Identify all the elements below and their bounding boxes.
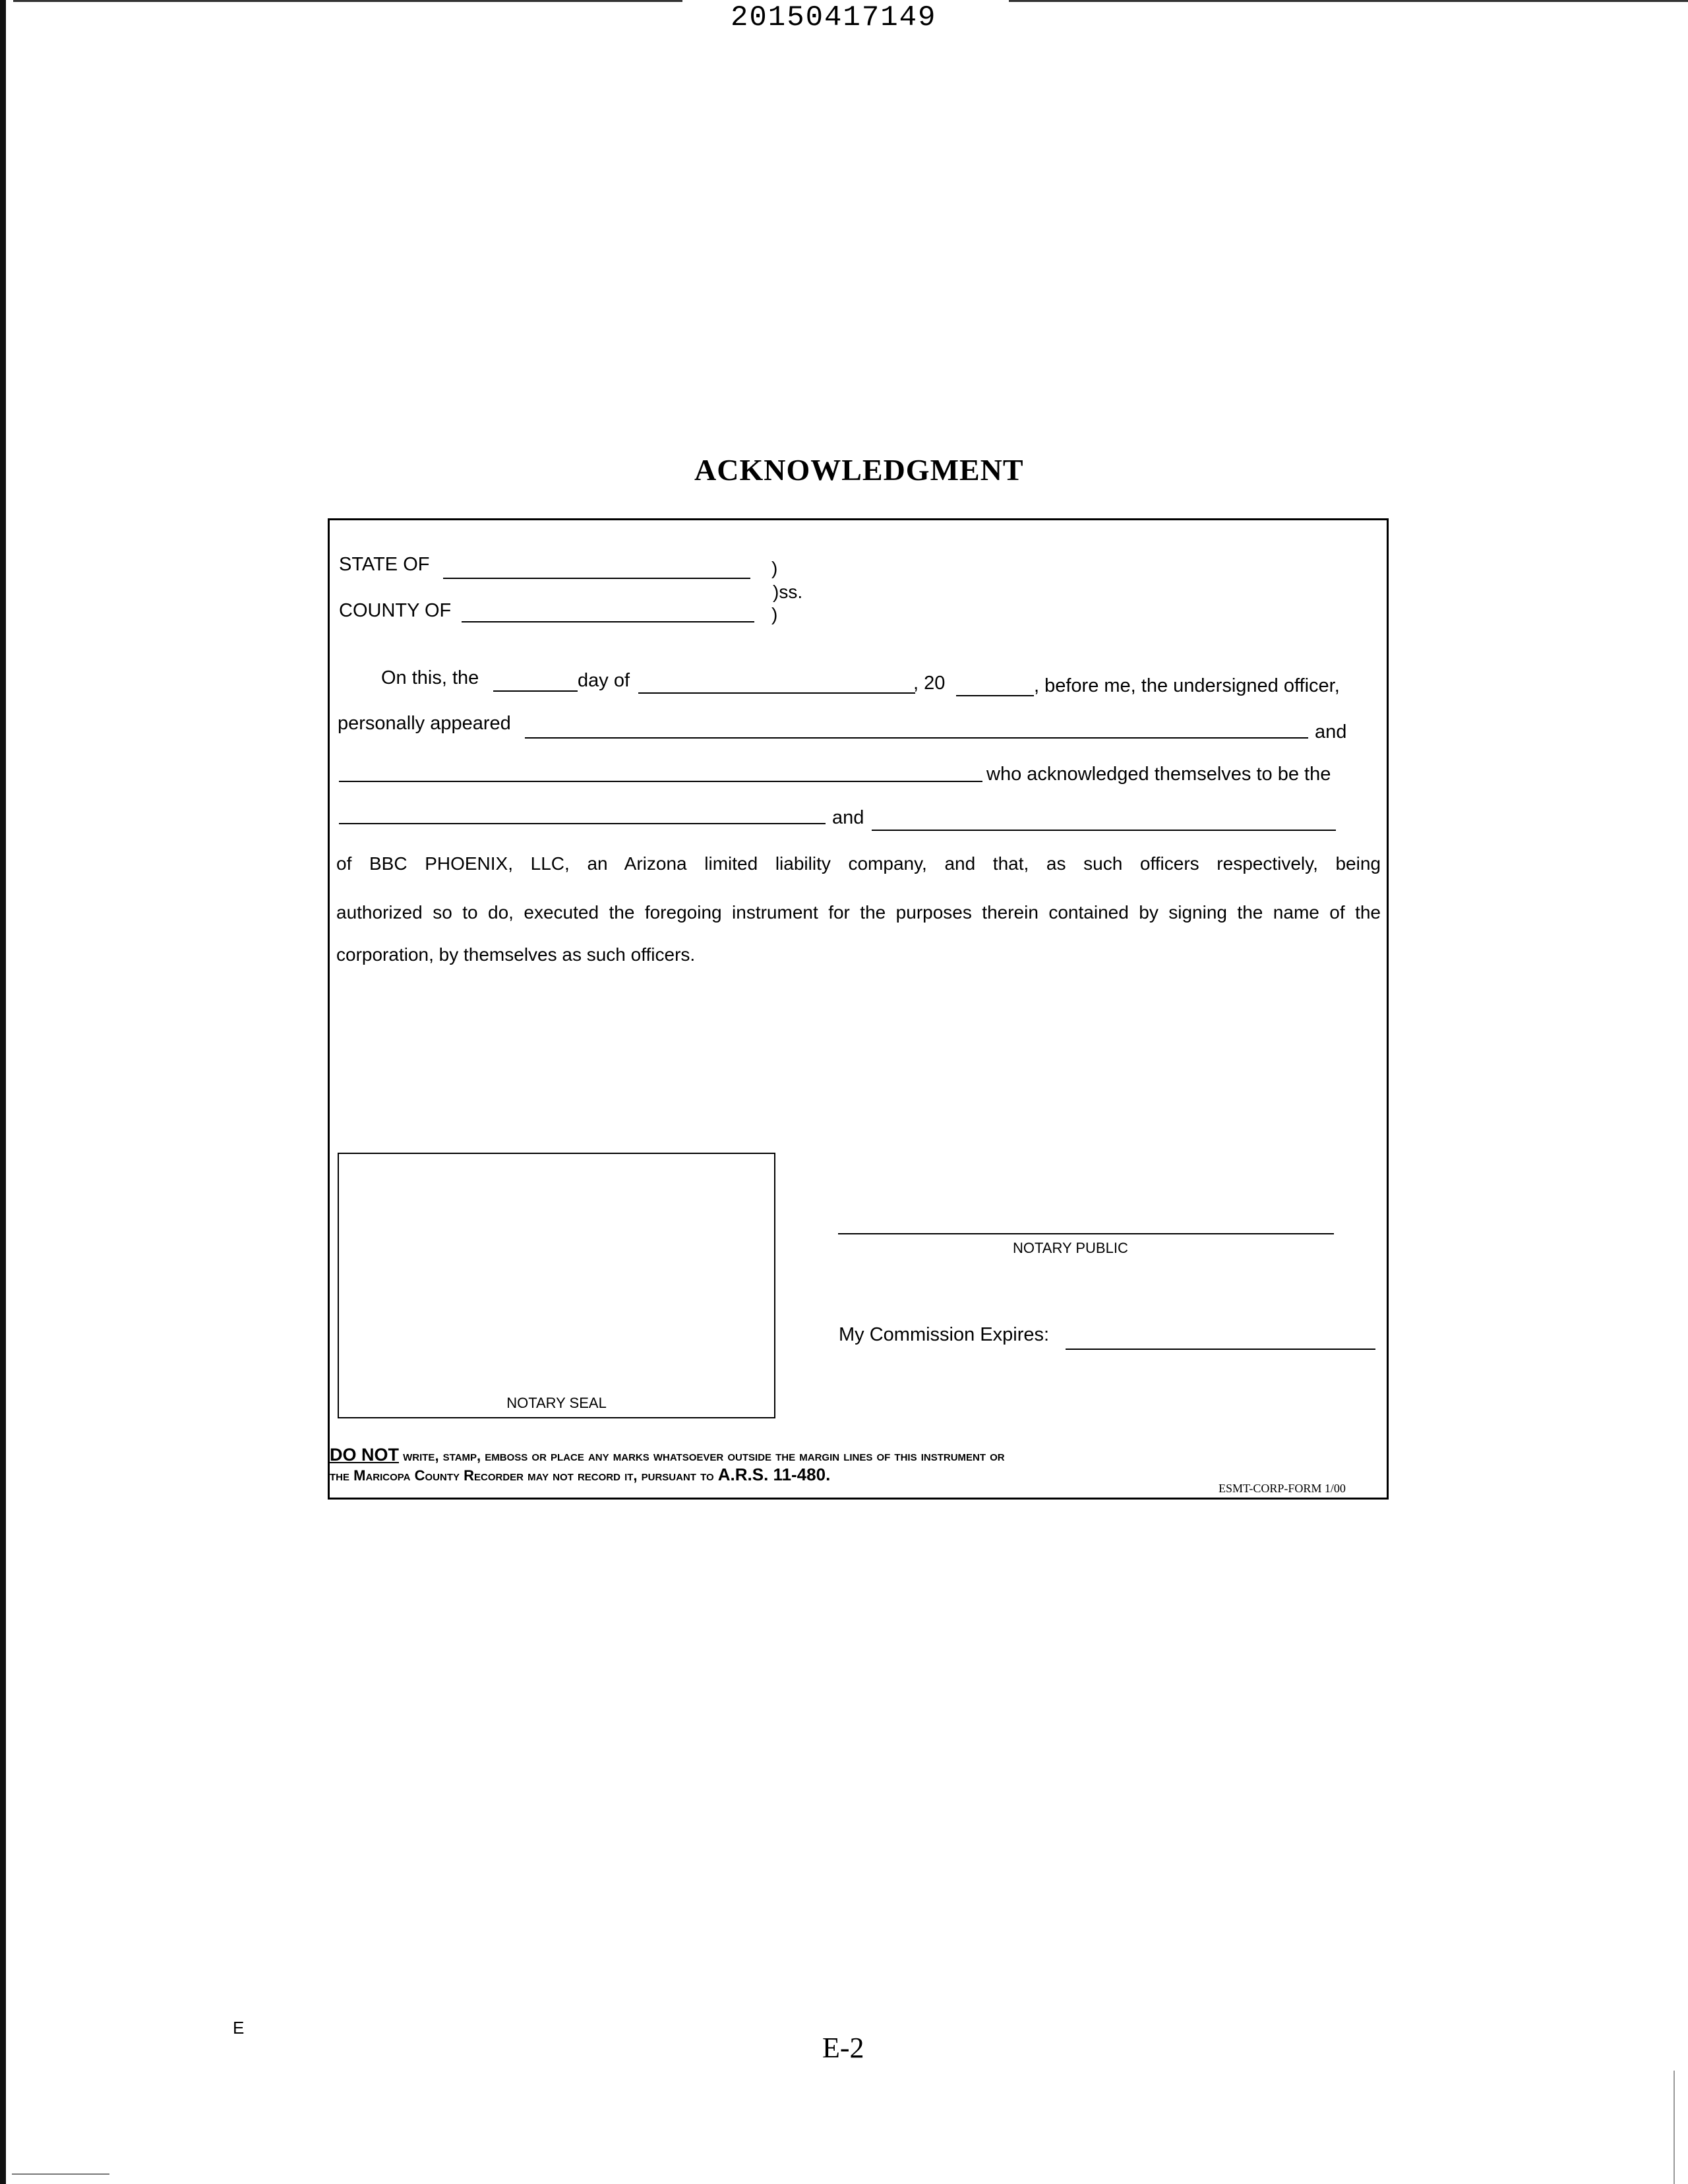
day-of-text: day of [578,670,630,691]
paragraph-line: authorized so to do, executed the foregoing instrument for the purposes therein contained by signing the name of the [336,902,1381,923]
on-this-the-text: On this, the [381,667,479,688]
footer-letter: E [233,2018,245,2038]
statute-reference: A.R.S. 11-480. [717,1465,831,1485]
scan-edge [0,0,6,2184]
day-blank[interactable] [493,690,578,692]
page-number: E-2 [822,2032,864,2064]
who-acknowledged-text: who acknowledged themselves to be the [986,764,1331,785]
notary-signature-line[interactable] [838,1233,1334,1234]
county-blank[interactable] [462,621,754,622]
venue-paren-open: ) [771,558,778,578]
recorder-warning [330,1445,1382,1485]
venue-ss: )ss. [773,582,803,602]
and-text: and [832,807,864,828]
month-blank[interactable] [638,692,915,694]
do-not-text: DO NOT [330,1445,399,1465]
personally-appeared-text: personally appeared [338,713,511,734]
appeared-names-blank[interactable] [525,737,1308,739]
county-of-label: COUNTY OF [339,600,452,621]
venue-paren-close: ) [771,604,778,624]
second-name-blank[interactable] [339,781,982,782]
warning-line1: write, stamp, emboss or place any marks whatsoever outside the margin lines of this instrument or [399,1447,1005,1464]
state-blank[interactable] [443,578,750,579]
year-prefix-text: , 20 [913,673,946,694]
first-title-blank[interactable] [339,823,826,824]
warning-line2: the Maricopa County Recorder may not record it, pursuant to [330,1467,718,1484]
state-of-label: STATE OF [339,554,430,575]
notary-seal-box [338,1153,775,1418]
scan-artifact-line [13,0,682,2]
scan-artifact-line [1009,0,1688,2]
commission-expires-label: My Commission Expires: [839,1324,1050,1345]
paragraph-line: of BBC PHOENIX, LLC, an Arizona limited liability company, and that, as such officers respectively, being [336,853,1381,874]
notary-public-label: NOTARY PUBLIC [1013,1240,1128,1256]
second-title-blank[interactable] [872,830,1336,831]
scan-artifact-line [1673,2071,1675,2184]
recording-number: 20150417149 [731,1,937,34]
form-code: ESMT-CORP-FORM 1/00 [1219,1482,1346,1495]
document-title: ACKNOWLEDGMENT [694,453,1024,487]
before-me-text: , before me, the undersigned officer, [1034,675,1340,696]
commission-expires-blank[interactable] [1066,1349,1375,1350]
year-blank[interactable] [956,695,1034,696]
scan-artifact-line [12,2173,109,2175]
and-text: and [1315,721,1347,743]
paragraph-line: corporation, by themselves as such officers. [336,944,696,965]
notary-seal-label: NOTARY SEAL [506,1395,607,1411]
